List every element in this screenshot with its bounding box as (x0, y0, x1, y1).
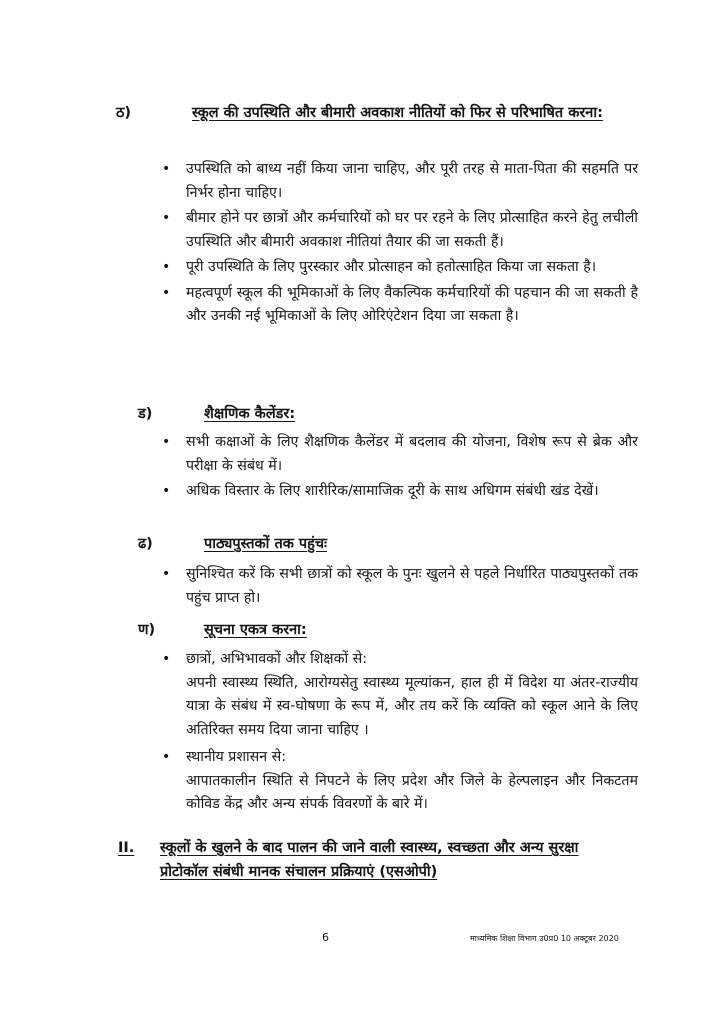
section-marker: ठ) (116, 105, 132, 121)
section-marker: ढ) (138, 536, 153, 552)
bullet-list (160, 648, 638, 819)
bullet-list (160, 563, 638, 612)
section-title: सूचना एकत्र करना: (204, 622, 307, 638)
list-item: • उपस्थिति को बाध्य नहीं किया जाना चाहिए, और पूरी तरह से माता-पिता की सहमति पर निर्भर होना चाहिए। (160, 158, 638, 205)
list-item: • महत्वपूर्ण स्कूल की भूमिकाओं के लिए वैकल्पिक कर्मचारियों की पहचान की जा सकती है और उनकी नई भूमिकाओं के लिए ओरिएंटेशन दिया जा सकता है। (160, 282, 638, 329)
page-number: 6 (322, 931, 329, 944)
section-marker: ड) (138, 406, 153, 422)
list-item: • पूरी उपस्थिति के लिए पुरस्कार और प्रोत्साहन को हतोत्साहित किया जा सकता है। (160, 256, 638, 280)
bullet-icon: • (162, 566, 171, 582)
bullet-icon: • (162, 483, 171, 499)
bullet-icon: • (162, 259, 171, 275)
part-marker: II. (118, 840, 135, 856)
section-heading (138, 618, 638, 642)
list-item: • अधिक विस्तार के लिए शारीरिक/सामाजिक दूरी के साथ अधिगम संबंधी खंड देखें। (160, 480, 638, 504)
bullet-icon: • (162, 210, 171, 226)
list-item: • सभी कक्षाओं के लिए शैक्षणिक कैलेंडर में बदलाव की योजना, विशेष रूप से ब्रेक और परीक्षा के संबंध में। (160, 431, 638, 478)
bullet-icon: • (162, 749, 171, 765)
section-title: स्कूल की उपस्थिति और बीमारी अवकाश नीतियों को फिर से परिभाषित करना: (192, 105, 603, 121)
section-heading (138, 532, 638, 556)
bullet-icon: • (162, 651, 171, 667)
part-title: स्कूलों के खुलने के बाद पालन की जाने वाली स्वास्थ्य, स्वच्छता और अन्य सुरक्षा प्रोटोकॉल संबंधी मानक संचालन प्रक्रियाएं (एसओपी) (160, 840, 579, 880)
section-heading (138, 402, 638, 426)
section-title: पाठ्यपुस्तकों तक पहुंचः (204, 536, 327, 552)
section-title: शैक्षणिक कैलेंडर: (204, 406, 296, 422)
list-item-detail: अपनी स्वास्थ्य स्थिति, आरोग्यसेतु स्वास्थ्य मूल्यांकन, हाल ही में विदेश या अंतर-राज्यीय यात्रा के संबंध में स्व-घोषणा के रूप में, और तय करें कि व्यक्ति को स्कूल आने के लिए अतिरिक्त समय दिया जाना चाहिए । (186, 674, 638, 738)
bullet-list (160, 431, 638, 506)
list-item-detail: आपातकालीन स्थिति से निपटने के लिए प्रदेश और जिले के हेल्पलाइन और निकटतम कोविड केंद्र और अन्य संपर्क विवरणों के बारे में। (186, 772, 638, 812)
bullet-icon: • (162, 434, 171, 450)
bullet-icon: • (162, 284, 171, 301)
list-item: • बीमार होने पर छात्रों और कर्मचारियों को घर पर रहने के लिए प्रोत्साहित करने हेतु लचीली उपस्थिति और बीमारी अवकाश नीतियां तैयार की जा सकती हैं। (160, 207, 638, 254)
part-heading (118, 836, 618, 884)
list-item: • सुनिश्चित करें कि सभी छात्रों को स्कूल के पुनः खुलने से पहले निर्धारित पाठ्यपुस्तकों तक पहुंच प्राप्त हो। (160, 563, 638, 610)
list-item: • छात्रों, अभिभावकों और शिक्षकों से: अपनी स्वास्थ्य स्थिति, आरोग्यसेतु स्वास्थ्य मूल्यांकन, हाल ही में विदेश या अंतर-राज्यीय यात्रा के संबंध में स्व-घोषणा के रूप में, और तय करें कि व्यक्ति को स्कूल आने के लिए अतिरिक्त समय दिया जाना चाहिए । (160, 648, 638, 742)
list-item: • स्थानीय प्रशासन से: आपातकालीन स्थिति से निपटने के लिए प्रदेश और जिले के हेल्पलाइन और निकटतम कोविड केंद्र और अन्य संपर्क विवरणों के बारे में। (160, 746, 638, 817)
footer-note: माध्यमिक शिक्षा विभाग उ0प्र0 10 अक्टूबर 2020 (470, 934, 619, 943)
bullet-icon: • (162, 161, 171, 177)
section-heading (116, 101, 636, 125)
bullet-list (160, 158, 638, 331)
section-marker: ण) (138, 622, 156, 638)
